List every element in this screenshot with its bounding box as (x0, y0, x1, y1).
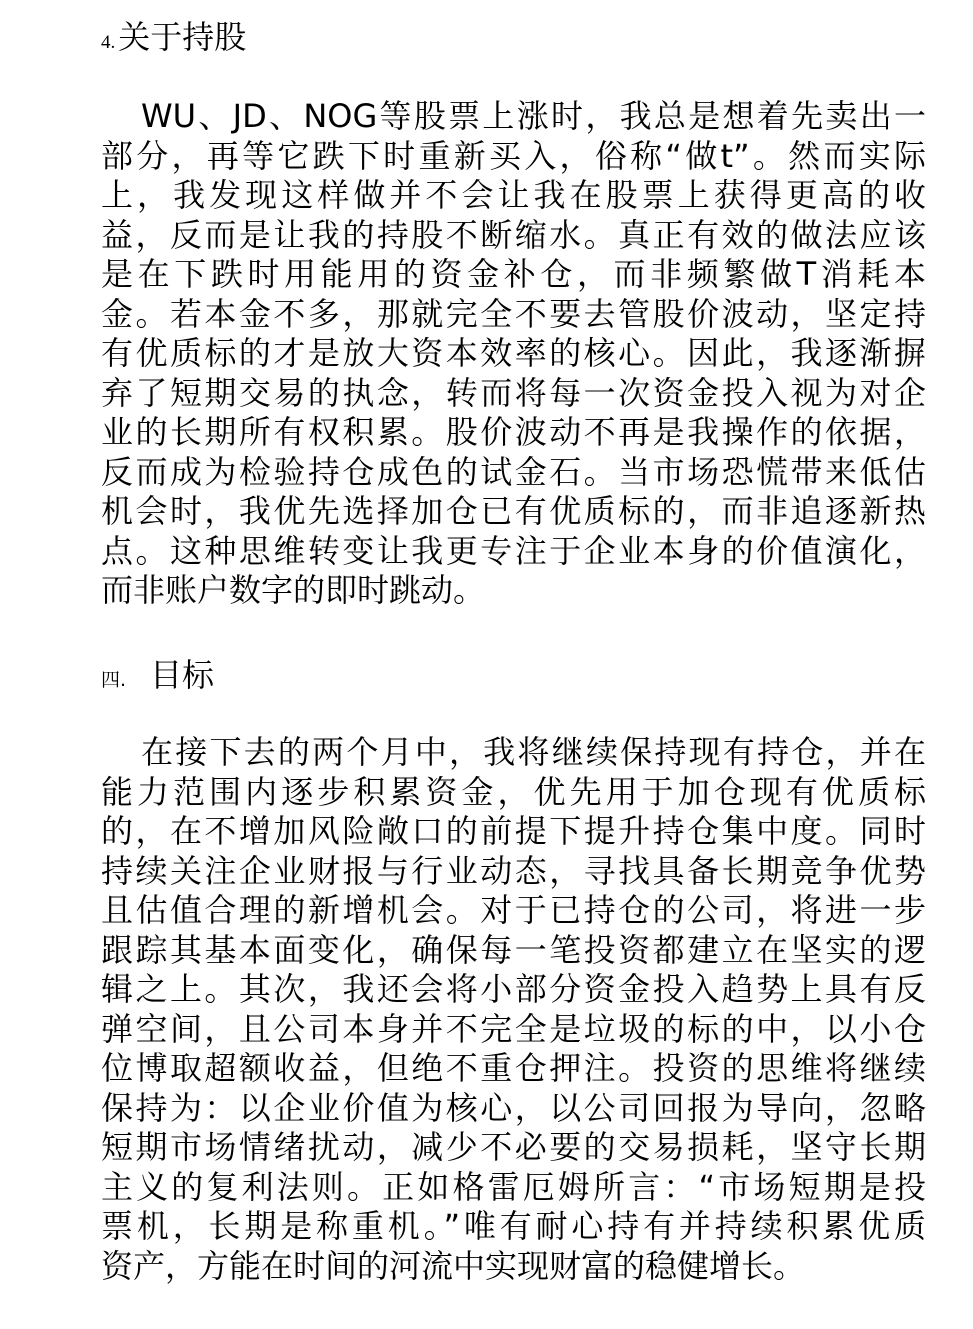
section-4-heading (101, 12, 246, 58)
paragraph-line: 有优质标的才是放大资本效率的核心。因此，我逐渐摒 (101, 334, 926, 372)
paragraph-line: 部分，再等它跌下时重新买入，俗称“做t”。然而实际 (101, 136, 926, 175)
paragraph-line: 而非账户数字的即时跳动。 (101, 571, 486, 609)
paragraph-line: 反而成为检验持仓成色的试金石。当市场恐慌带来低估 (101, 452, 926, 491)
section-4-number: 4. (101, 32, 116, 53)
paragraph-line: 弹空间，且公司本身并不完全是垃圾的标的中，以小仓 (101, 1009, 926, 1048)
paragraph-line: 在接下去的两个月中，我将继续保持现有持仓，并在 (141, 733, 926, 771)
paragraph-line: 票机，长期是称重机。”唯有耐心持有并持续积累优质 (101, 1207, 926, 1245)
paragraph-line: 上，我发现这样做并不会让我在股票上获得更高的收 (101, 176, 926, 214)
section-iv-heading (101, 650, 214, 696)
paragraph-line: 辑之上。其次，我还会将小部分资金投入趋势上具有反 (101, 970, 926, 1008)
paragraph-line: 跟踪其基本面变化，确保每一笔投资都建立在坚实的逻 (101, 930, 926, 969)
paragraph-line: 机会时，我优先选择加仓已有优质标的，而非追逐新热 (101, 492, 926, 530)
section-iv-paragraph (101, 733, 926, 1286)
paragraph-line: 业的长期所有权积累。股价波动不再是我操作的依据， (101, 413, 926, 451)
paragraph-line: 持续关注企业财报与行业动态，寻找具备长期竞争优势 (101, 851, 926, 890)
paragraph-line: 点。这种思维转变让我更专注于企业本身的价值演化， (101, 531, 926, 570)
paragraph-line: WU、JD、NOG等股票上涨时，我总是想着先卖出一 (141, 97, 926, 135)
section-iv-title: 目标 (150, 656, 215, 694)
section-iv-number: 四. (101, 669, 127, 691)
section-4-title: 关于持股 (118, 18, 247, 56)
paragraph-line: 弃了短期交易的执念，转而将每一次资金投入视为对企 (101, 373, 926, 412)
paragraph-line: 短期市场情绪扰动，减少不必要的交易损耗，坚守长期 (101, 1128, 926, 1166)
paragraph-line: 位博取超额收益，但绝不重仓押注。投资的思维将继续 (101, 1049, 926, 1087)
paragraph-line: 是在下跌时用能用的资金补仓，而非频繁做T消耗本 (101, 255, 926, 293)
paragraph-line: 资产，方能在时间的河流中实现财富的稳健增长。 (101, 1246, 806, 1285)
paragraph-line: 金。若本金不多，那就完全不要去管股价波动，坚定持 (101, 294, 926, 333)
section-4-paragraph (101, 97, 926, 611)
paragraph-line: 益，反而是让我的持股不断缩水。真正有效的做法应该 (101, 215, 926, 254)
paragraph-line: 的，在不增加风险敞口的前提下提升持仓集中度。同时 (101, 812, 926, 850)
paragraph-line: 保持为：以企业价值为核心，以公司回报为导向，忽略 (101, 1088, 926, 1127)
paragraph-line: 且估值合理的新增机会。对于已持仓的公司，将进一步 (101, 891, 926, 929)
paragraph-line: 主义的复利法则。正如格雷厄姆所言：“市场短期是投 (101, 1167, 926, 1206)
paragraph-line: 能力范围内逐步积累资金，优先用于加仓现有优质标 (101, 772, 926, 811)
